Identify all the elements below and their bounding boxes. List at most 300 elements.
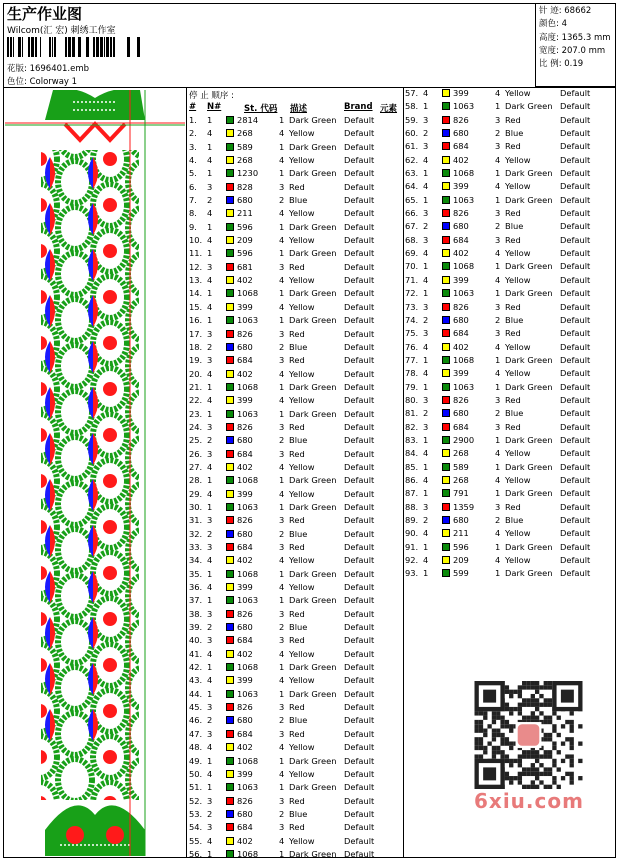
cell-num: 71. — [405, 274, 419, 285]
table-row — [189, 381, 403, 394]
cell-num: 19. — [189, 355, 203, 366]
qr-module — [531, 694, 535, 698]
table-row — [189, 461, 403, 474]
color-swatch — [226, 503, 234, 511]
cell-num: 62. — [405, 154, 419, 165]
color-swatch — [226, 837, 234, 845]
cell-desc: Red — [289, 261, 305, 272]
cell-desc: Dark Green — [505, 101, 553, 112]
table-row — [189, 207, 403, 220]
cell-needle: 1 — [207, 288, 213, 299]
qr-module — [544, 767, 548, 771]
qr-module — [557, 750, 561, 754]
barcode-bar — [31, 37, 34, 57]
color-swatch — [226, 823, 234, 831]
table-row — [189, 581, 403, 594]
cell-brand: Default — [344, 635, 375, 646]
cell-color-number: 1 — [279, 288, 285, 299]
cell-num: 9. — [189, 221, 197, 232]
cell-desc: Yellow — [505, 448, 531, 459]
cell-code: 1068 — [237, 755, 259, 766]
cell-brand: Default — [344, 355, 375, 366]
cell-desc: Dark Green — [289, 141, 337, 152]
cell-needle: 3 — [423, 301, 429, 312]
color-swatch — [442, 222, 450, 230]
cell-needle: 4 — [207, 208, 213, 219]
color-swatch — [442, 329, 450, 337]
table-row — [189, 688, 403, 701]
color-swatch — [226, 249, 234, 257]
cell-desc: Yellow — [505, 248, 531, 259]
cell-desc: Red — [505, 301, 521, 312]
cell-needle: 1 — [207, 475, 213, 486]
qr-module — [496, 716, 500, 720]
qr-module — [535, 772, 539, 776]
cell-desc: Yellow — [289, 208, 315, 219]
qr-module — [487, 741, 491, 745]
cell-num: 16. — [189, 315, 203, 326]
cell-num: 40. — [189, 635, 203, 646]
qr-module — [475, 729, 479, 733]
table-row — [189, 554, 403, 567]
qr-module — [578, 759, 582, 763]
cell-code: 402 — [237, 275, 253, 286]
cell-code: 596 — [237, 248, 253, 259]
qr-module — [522, 716, 526, 720]
qr-code — [471, 681, 586, 789]
color-swatch — [442, 142, 450, 150]
cell-num: 30. — [189, 501, 203, 512]
color-swatch — [442, 343, 450, 351]
cell-desc: Red — [289, 355, 305, 366]
qr-module — [548, 733, 552, 737]
cell-code: 402 — [453, 154, 469, 165]
cell-color-number: 2 — [279, 808, 285, 819]
qr-module — [526, 754, 530, 758]
cell-num: 69. — [405, 248, 419, 259]
qr-module — [531, 780, 535, 784]
color-swatch — [442, 356, 450, 364]
color-swatch — [442, 463, 450, 471]
cell-num: 26. — [189, 448, 203, 459]
cell-code: 680 — [453, 408, 469, 419]
cell-desc: Yellow — [289, 461, 315, 472]
cell-brand: Default — [560, 261, 591, 272]
qr-module — [492, 750, 496, 754]
cell-desc: Dark Green — [505, 461, 553, 472]
cell-num: 65. — [405, 194, 419, 205]
cell-color-number: 4 — [495, 528, 501, 539]
color-swatch — [226, 783, 234, 791]
color-swatch — [226, 663, 234, 671]
color-swatch — [226, 530, 234, 538]
cell-needle: 4 — [207, 742, 213, 753]
cell-code: 402 — [453, 248, 469, 259]
qr-module — [526, 772, 530, 776]
qr-module — [552, 759, 556, 763]
qr-module — [548, 772, 552, 776]
cell-code: 826 — [453, 301, 469, 312]
cell-code: 209 — [453, 555, 469, 566]
stat-height: 高度: 1365.3 mm — [539, 32, 611, 43]
color-swatch — [226, 330, 234, 338]
cell-color-number: 2 — [279, 622, 285, 633]
qr-module — [570, 754, 574, 758]
cell-needle: 1 — [207, 501, 213, 512]
cell-code: 402 — [237, 461, 253, 472]
col-header-desc: 描述 — [290, 104, 308, 114]
cell-color-number: 4 — [495, 368, 501, 379]
color-swatch — [226, 770, 234, 778]
cell-color-number: 1 — [279, 315, 285, 326]
cell-desc: Red — [289, 635, 305, 646]
qr-module — [522, 703, 526, 707]
qr-module — [509, 746, 513, 750]
qr-module — [522, 698, 526, 702]
cell-color-number: 4 — [279, 488, 285, 499]
qr-module — [578, 741, 582, 745]
cell-needle: 3 — [207, 355, 213, 366]
qr-module — [518, 754, 522, 758]
table-row — [405, 474, 615, 487]
color-swatch — [226, 303, 234, 311]
cell-brand: Default — [344, 662, 375, 673]
color-swatch — [226, 343, 234, 351]
cell-needle: 3 — [207, 448, 213, 459]
qr-module — [518, 690, 522, 694]
cell-color-number: 3 — [495, 394, 501, 405]
cell-code: 826 — [237, 328, 253, 339]
cell-code: 1230 — [237, 168, 259, 179]
cell-brand: Default — [344, 328, 375, 339]
cell-color-number: 3 — [279, 421, 285, 432]
qr-module — [531, 685, 535, 689]
cell-needle: 3 — [423, 141, 429, 152]
cell-code: 589 — [237, 141, 253, 152]
cell-code: 684 — [237, 728, 253, 739]
cell-brand: Default — [560, 88, 591, 98]
cell-code: 680 — [453, 128, 469, 139]
cell-color-number: 3 — [279, 261, 285, 272]
cell-num: 80. — [405, 394, 419, 405]
stat-width: 宽度: 207.0 mm — [539, 45, 606, 56]
cell-desc: Blue — [289, 435, 308, 446]
cell-brand: Default — [344, 261, 375, 272]
cell-num: 67. — [405, 221, 419, 232]
table-row — [405, 327, 615, 340]
cell-brand: Default — [344, 408, 375, 419]
cell-num: 37. — [189, 595, 203, 606]
qr-module — [509, 729, 513, 733]
cell-brand: Default — [560, 394, 591, 405]
qr-module — [475, 711, 479, 715]
qr-module — [492, 716, 496, 720]
table-row — [189, 514, 403, 527]
cell-brand: Default — [344, 742, 375, 753]
cell-desc: Dark Green — [289, 221, 337, 232]
qr-module — [578, 776, 582, 780]
color-swatch — [226, 129, 234, 137]
cell-desc: Blue — [289, 195, 308, 206]
cell-brand: Default — [344, 595, 375, 606]
cell-desc: Dark Green — [289, 848, 337, 859]
color-swatch — [226, 716, 234, 724]
qr-module — [565, 720, 569, 724]
qr-module — [539, 772, 543, 776]
table-row — [189, 127, 403, 140]
cell-color-number: 4 — [279, 155, 285, 166]
cell-brand: Default — [344, 568, 375, 579]
table-row — [405, 274, 615, 287]
table-row — [189, 528, 403, 541]
cell-code: 684 — [237, 355, 253, 366]
cell-desc: Red — [289, 515, 305, 526]
cell-needle: 3 — [207, 822, 213, 833]
barcode-bar — [96, 37, 99, 57]
color-swatch — [226, 143, 234, 151]
cell-code: 399 — [237, 675, 253, 686]
cell-brand: Default — [560, 461, 591, 472]
cell-needle: 1 — [423, 194, 429, 205]
cell-num: 93. — [405, 568, 419, 579]
barcode-bar — [106, 37, 109, 57]
cell-color-number: 4 — [495, 181, 501, 192]
col-header-needle: N# — [207, 102, 222, 112]
qr-module — [475, 754, 479, 758]
cell-color-number: 1 — [279, 408, 285, 419]
cell-code: 826 — [237, 608, 253, 619]
table-row — [189, 114, 403, 127]
cell-color-number: 3 — [279, 448, 285, 459]
cell-desc: Yellow — [505, 274, 531, 285]
barcode-bar — [86, 37, 89, 57]
qr-module — [552, 729, 556, 733]
cell-num: 83. — [405, 434, 419, 445]
cell-color-number: 4 — [495, 88, 501, 98]
qr-module — [539, 754, 543, 758]
qr-module — [565, 754, 569, 758]
color-swatch — [226, 556, 234, 564]
cell-needle: 4 — [207, 368, 213, 379]
cell-needle: 3 — [207, 421, 213, 432]
cell-brand: Default — [344, 248, 375, 259]
cell-num: 39. — [189, 622, 203, 633]
cell-color-number: 2 — [495, 128, 501, 139]
barcode-bar — [40, 37, 41, 57]
barcode-bar — [13, 37, 14, 57]
cell-desc: Dark Green — [505, 434, 553, 445]
cell-needle: 4 — [423, 555, 429, 566]
qr-module — [539, 763, 543, 767]
qr-module — [565, 737, 569, 741]
cell-brand: Default — [344, 688, 375, 699]
cell-num: 43. — [189, 675, 203, 686]
cell-needle: 3 — [207, 608, 213, 619]
cell-desc: Dark Green — [505, 354, 553, 365]
color-swatch — [442, 102, 450, 110]
cell-color-number: 2 — [495, 408, 501, 419]
cell-needle: 4 — [207, 675, 213, 686]
cell-code: 402 — [237, 555, 253, 566]
cell-desc: Red — [505, 234, 521, 245]
cell-color-number: 4 — [495, 474, 501, 485]
cell-brand: Default — [560, 288, 591, 299]
cell-needle: 1 — [207, 168, 213, 179]
table-row — [189, 394, 403, 407]
cell-needle: 2 — [207, 195, 213, 206]
cell-brand: Default — [560, 248, 591, 259]
barcode-bar — [100, 37, 103, 57]
color-swatch — [226, 156, 234, 164]
cell-brand: Default — [344, 608, 375, 619]
qr-module — [561, 690, 574, 703]
cell-desc: Dark Green — [505, 381, 553, 392]
cell-needle: 3 — [423, 394, 429, 405]
qr-module — [522, 754, 526, 758]
cell-desc: Blue — [505, 515, 524, 525]
cell-num: 63. — [405, 168, 419, 179]
color-swatch — [226, 209, 234, 217]
cell-brand: Default — [344, 128, 375, 139]
barcode-bar — [54, 37, 56, 57]
cell-desc: Dark Green — [289, 501, 337, 512]
color-swatch — [226, 289, 234, 297]
cell-desc: Yellow — [289, 835, 315, 846]
color-swatch — [226, 730, 234, 738]
qr-module — [539, 780, 543, 784]
qr-module — [526, 698, 530, 702]
cell-num: 38. — [189, 608, 203, 619]
barcode-bar — [68, 37, 71, 57]
qr-module — [539, 685, 543, 689]
cell-color-number: 1 — [495, 101, 501, 112]
cell-needle: 1 — [207, 248, 213, 259]
cell-color-number: 2 — [495, 221, 501, 232]
cell-color-number: 1 — [495, 568, 501, 579]
table-row — [405, 434, 615, 447]
cell-desc: Yellow — [505, 181, 531, 192]
color-swatch — [226, 596, 234, 604]
cell-brand: Default — [560, 328, 591, 339]
barcode-bar — [113, 37, 115, 57]
qr-module — [505, 772, 509, 776]
cell-code: 680 — [453, 515, 469, 525]
cell-color-number: 3 — [279, 702, 285, 713]
cell-num: 89. — [405, 515, 419, 525]
cell-brand: Default — [560, 568, 591, 579]
cell-desc: Dark Green — [505, 541, 553, 552]
barcode-bar — [35, 37, 37, 57]
color-swatch — [442, 503, 450, 511]
cell-desc: Red — [505, 501, 521, 512]
cell-num: 86. — [405, 474, 419, 485]
cell-color-number: 4 — [279, 742, 285, 753]
cell-num: 25. — [189, 435, 203, 446]
color-swatch — [442, 276, 450, 284]
color-swatch — [226, 450, 234, 458]
qr-module — [522, 750, 526, 754]
qr-module — [518, 759, 522, 763]
cell-desc: Yellow — [289, 395, 315, 406]
cell-num: 5. — [189, 168, 197, 179]
cell-brand: Default — [344, 848, 375, 859]
color-swatch — [226, 516, 234, 524]
qr-module — [483, 690, 496, 703]
qr-module — [496, 729, 500, 733]
qr-module — [475, 724, 479, 728]
cell-desc: Yellow — [505, 88, 531, 98]
qr-module — [535, 759, 539, 763]
cell-needle: 1 — [207, 221, 213, 232]
cell-needle: 4 — [207, 555, 213, 566]
cell-color-number: 1 — [495, 488, 501, 499]
barcode-bar — [137, 37, 140, 57]
qr-module — [505, 776, 509, 780]
table-row — [189, 408, 403, 421]
cell-code: 1068 — [453, 354, 475, 365]
cell-color-number: 2 — [279, 528, 285, 539]
table-row — [189, 661, 403, 674]
cell-desc: Dark Green — [289, 381, 337, 392]
cell-code: 402 — [237, 368, 253, 379]
cell-num: 79. — [405, 381, 419, 392]
cell-num: 6. — [189, 181, 197, 192]
cell-code: 684 — [237, 635, 253, 646]
cell-color-number: 4 — [279, 582, 285, 593]
barcode-bar — [78, 37, 81, 57]
cell-brand: Default — [560, 221, 591, 232]
cell-brand: Default — [344, 528, 375, 539]
cell-num: 81. — [405, 408, 419, 419]
cell-brand: Default — [344, 448, 375, 459]
cell-brand: Default — [344, 622, 375, 633]
cell-brand: Default — [560, 474, 591, 485]
cell-needle: 2 — [207, 808, 213, 819]
table-row — [405, 567, 615, 580]
cell-color-number: 4 — [279, 555, 285, 566]
cell-needle: 3 — [423, 421, 429, 432]
cell-brand: Default — [344, 702, 375, 713]
cell-desc: Dark Green — [505, 568, 553, 579]
qr-module — [570, 711, 574, 715]
cell-code: 399 — [453, 181, 469, 192]
cell-code: 791 — [453, 488, 469, 499]
qr-module — [483, 746, 487, 750]
cell-code: 680 — [453, 221, 469, 232]
cell-num: 34. — [189, 555, 203, 566]
cell-needle: 4 — [423, 528, 429, 539]
qr-module — [548, 737, 552, 741]
color-swatch — [442, 409, 450, 417]
cell-num: 53. — [189, 808, 203, 819]
cell-code: 1063 — [453, 288, 475, 299]
cell-brand: Default — [344, 301, 375, 312]
cell-code: 826 — [237, 795, 253, 806]
cell-color-number: 3 — [279, 181, 285, 192]
qr-module — [535, 685, 539, 689]
qr-module — [492, 737, 496, 741]
color-swatch — [226, 396, 234, 404]
cell-code: 2900 — [453, 434, 475, 445]
color-swatch — [442, 89, 450, 97]
table-row — [189, 568, 403, 581]
cell-num: 29. — [189, 488, 203, 499]
cell-num: 49. — [189, 755, 203, 766]
qr-module — [483, 711, 487, 715]
cell-num: 44. — [189, 688, 203, 699]
qr-module — [570, 737, 574, 741]
table-row — [189, 741, 403, 754]
